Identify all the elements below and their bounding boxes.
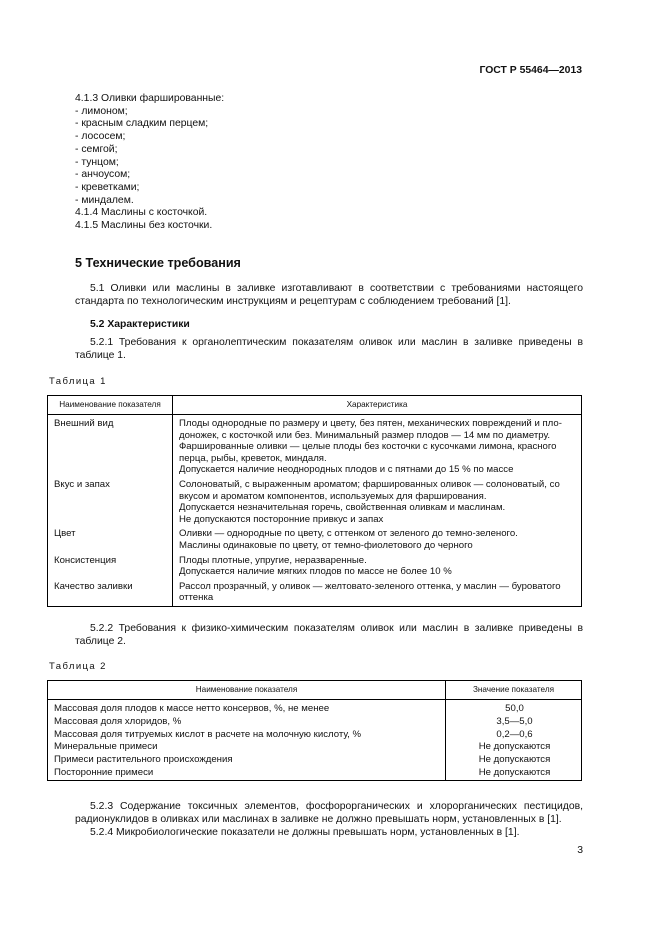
cell-line: Не допускаются посторонние привкус и запах (179, 513, 384, 525)
list-item: - лимоном; (75, 105, 128, 117)
table-cell-name: Консистенция (48, 554, 173, 580)
section-title: 5 Технические требования (75, 256, 241, 270)
subsection-title: 5.2 Характеристики (90, 319, 190, 330)
cell-line: доножек, с косточкой или без. Минимальный размер плодов — 14 мм по диаметру. (179, 429, 550, 441)
table-cell-name: Внешний вид (48, 415, 173, 478)
table-cell-value (173, 554, 582, 580)
table-row (48, 716, 582, 729)
table-header-cell: Характеристика (173, 396, 582, 415)
paragraph-5-2-1 (75, 336, 583, 362)
cell-line: перца, рыбы, креветок, миндаля. (179, 452, 327, 464)
table-cell-name: Массовая доля плодов к массе нетто консервов, %, не менее (48, 700, 446, 716)
cell-line: Солоноватый, с выраженным ароматом; фаршированных оливок — солоноватый, со (179, 478, 560, 490)
table-cell-value: Не допускаются (478, 754, 551, 766)
table-cell-value (173, 580, 582, 607)
table-cell-name: Примеси растительного происхождения (48, 754, 446, 767)
cell-line: оттенка (179, 592, 214, 604)
table-cell-name: Массовая доля титруемых кислот в расчете на молочную кислоту, % (48, 729, 446, 742)
cell-line: вкусом и ароматом компонентов, используемых для фарширования. (179, 490, 487, 502)
table-cell-name: Качество заливки (48, 580, 173, 607)
table-cell-value (173, 478, 582, 527)
list-item: - анчоусом; (75, 169, 131, 181)
table-row (48, 741, 582, 754)
table-header-cell: Значение показателя (446, 681, 582, 700)
cell-line: Рассол прозрачный, у оливок — желтовато-зеленого оттенка, у маслин — буроватого (179, 580, 561, 592)
table-cell-name: Минеральные примеси (48, 741, 446, 754)
list-item: 4.1.5 Маслины без косточки. (75, 220, 213, 232)
standard-code-header: ГОСТ Р 55464—2013 (479, 65, 582, 76)
table-row (48, 580, 582, 607)
list-item: - семгой; (75, 143, 118, 155)
table-row (48, 767, 582, 780)
list-item: - лососем; (75, 131, 126, 143)
list-item: - тунцом; (75, 156, 119, 168)
list-item: 4.1.3 Оливки фаршированные: (75, 93, 225, 104)
table-header-cell: Наименование показателя (48, 681, 446, 700)
table-row (48, 478, 582, 527)
table2-caption: Таблица 2 (49, 661, 107, 672)
table-cell-name: Посторонние примеси (48, 767, 446, 780)
table-cell-value: Не допускаются (478, 741, 551, 753)
table-row (48, 754, 582, 767)
cell-line: Оливки — однородные по цвету, с оттенком от зеленого до темно-зеленого. (179, 528, 518, 540)
table1-caption: Таблица 1 (49, 376, 107, 387)
table-row (48, 700, 582, 716)
paragraph-text: 5.1 Оливки или маслины в заливке изготавливают в соответствии с требованиями настоящего стандарта по технологическим инструкциям и рецептурам с соблюдением требований [1]. (75, 283, 583, 307)
paragraph-5-2-3: 5.2.3 Содержание токсичных элементов, фосфорорганических и хлорорганических пестицидов, радионуклидов в оливках или маслинах в заливке не должно превышать норм, установленных в [1]. (75, 801, 583, 825)
table-row (48, 554, 582, 580)
cell-line: Допускается незначительная горечь, свойственная оливкам и маслинам. (179, 502, 506, 514)
paragraph-text: 5.2.2 Требования к физико-химическим показателям оливок или маслин в заливке приведены в таблице 2. (75, 623, 583, 647)
list-item: - креветками; (75, 181, 140, 193)
table-cell-value (173, 415, 582, 478)
table-header-cell: Наименование показателя (48, 396, 173, 415)
cell-line: Допускается наличие мягких плодов по массе не более 10 % (179, 566, 452, 578)
cell-line: Фаршированные оливки — целые плоды без косточки с кусочками лимона, красного (179, 441, 557, 453)
table-row (48, 527, 582, 553)
table2 (47, 680, 582, 781)
table-cell-value: 3,5—5,0 (496, 715, 533, 727)
cell-line: Плоды плотные, упругие, неразваренные. (179, 554, 367, 566)
table-cell-name: Вкус и запах (48, 478, 173, 527)
table-row (48, 415, 582, 478)
table-cell-name: Массовая доля хлоридов, % (48, 716, 446, 729)
list-item: - миндалем. (75, 194, 134, 206)
paragraph-5-2-4: 5.2.4 Микробиологические показатели не должны превышать норм, установленных в [1]. (90, 827, 520, 838)
paragraph-5-2-2 (75, 622, 583, 648)
cell-line: Маслины одинаковые по цвету, от темно-фиолетового до черного (179, 539, 473, 551)
table-cell-value: Не допускаются (478, 766, 551, 778)
product-list (75, 93, 583, 233)
list-item: 4.1.4 Маслины с косточкой. (75, 207, 208, 219)
list-item: - красным сладким перцем; (75, 118, 209, 130)
table-cell-value: 0,2—0,6 (496, 728, 533, 740)
table-row (48, 729, 582, 742)
table-header-row (48, 396, 582, 415)
page-number: 3 (577, 845, 583, 856)
paragraphs-5-2-3-to-5-2-4 (75, 800, 583, 839)
table-header-row (48, 681, 582, 700)
paragraph-5-1 (75, 282, 583, 308)
table-cell-value (173, 527, 582, 553)
cell-line: Плоды однородные по размеру и цвету, без пятен, механических повреждений и пло- (179, 418, 562, 429)
cell-line: Допускается наличие неоднородных плодов и с пятнами до 15 % по массе (179, 464, 514, 476)
table-cell-name: Цвет (48, 527, 173, 553)
paragraph-text: 5.2.1 Требования к органолептическим показателям оливок или маслин в заливке приведены в таблице 1. (75, 337, 583, 361)
table1 (47, 395, 582, 607)
table-cell-value: 50,0 (505, 703, 524, 714)
